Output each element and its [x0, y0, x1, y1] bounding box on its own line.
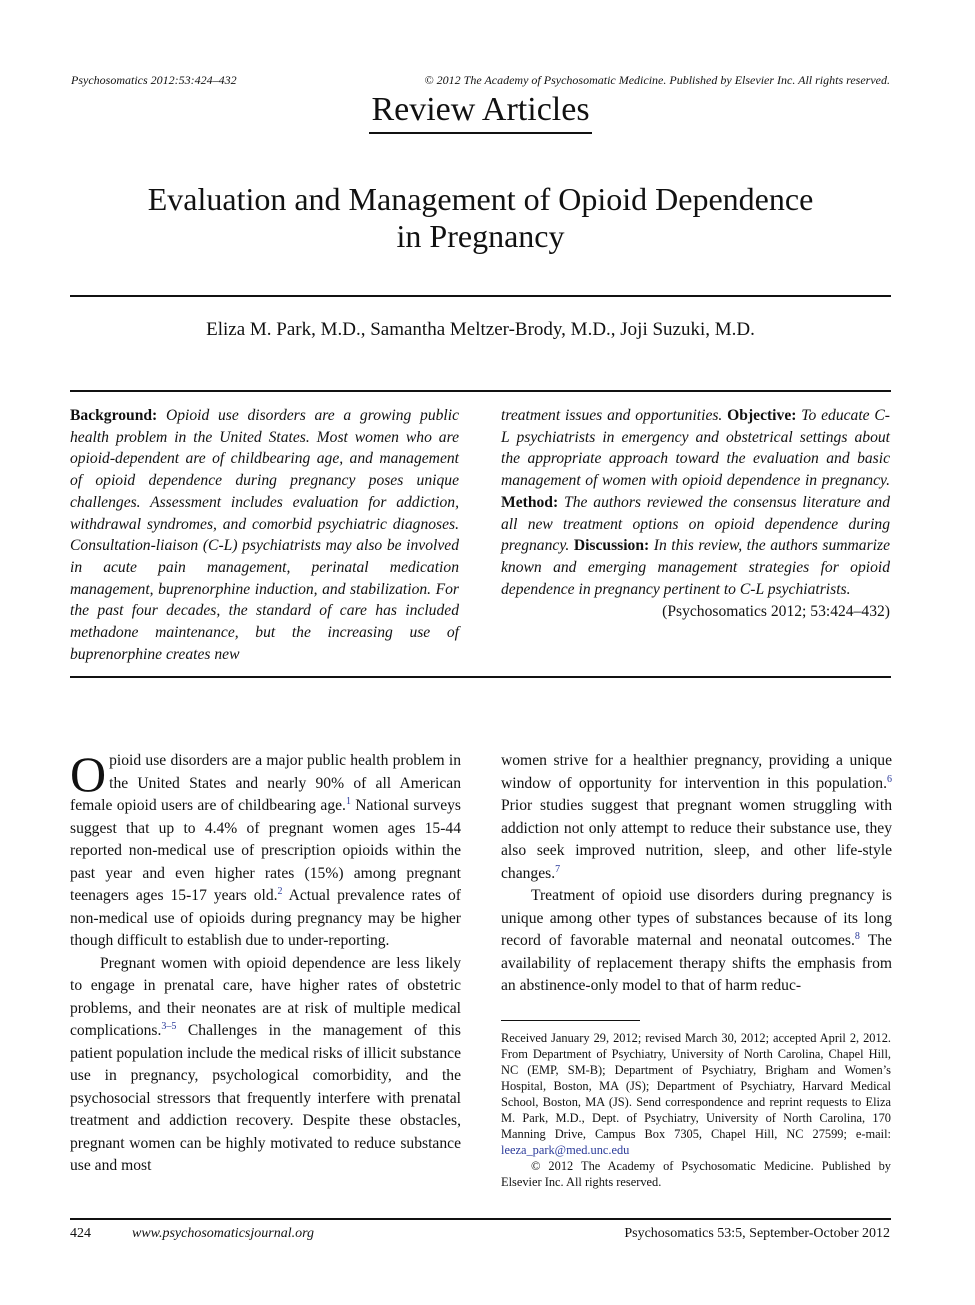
title-rule	[70, 295, 891, 297]
body-left-column	[70, 746, 461, 1178]
p2-text-c: Prior studies suggest that pregnant women struggling with addiction not only attempt to reduce their substance use, they also seek improved nutrition, sleep, and other life-style changes.	[501, 797, 892, 882]
discussion-text: In this review, the authors summarize known and emerging management strategies for opioid dependence in pregnancy pertinent to C-L psychiatrists.	[501, 537, 890, 598]
citation-link[interactable]: 8	[854, 930, 860, 942]
citation-link[interactable]: 6	[887, 773, 892, 785]
section-title	[0, 90, 961, 134]
p1-text-c: Actual prevalence rates of non-medical use of opioids during pregnancy may be higher though difficult to establish due to under-reporting.	[70, 887, 461, 949]
abstract-bottom-rule	[70, 676, 891, 678]
p2-text-a: Pregnant women with opioid dependence are less likely to engage in prenatal care, have higher rates of obstetric problems, and their neonates are at risk of multiple medical complications.	[70, 954, 461, 1039]
body-right-column	[501, 750, 892, 998]
section-label: Review Articles	[369, 90, 591, 134]
article-title	[70, 181, 891, 255]
footnote-copyright: © 2012 The Academy of Psychosomatic Medicine. Published by Elsevier Inc. All rights reserved.	[501, 1159, 891, 1189]
abstract-left-column	[70, 405, 459, 665]
citation-link[interactable]: 1	[345, 795, 351, 807]
journal-issue: Psychosomatics 53:5, September-October 2012	[624, 1226, 890, 1241]
background-continued: treatment issues and opportunities.	[501, 407, 728, 424]
citation-link[interactable]: 7	[555, 863, 561, 875]
abstract-top-rule	[70, 390, 891, 392]
method-label: Method:	[501, 493, 559, 511]
paragraph-2-continued	[501, 750, 892, 885]
paragraph-1	[70, 746, 461, 953]
p1-text-b: National surveys suggest that up to 4.4% of pregnant women ages 15-44 reported non-medical use of prescription opioids within the past year and even higher rates (15%) among pregnant teenagers ages 15-17 years old.	[70, 797, 461, 904]
footnote-rule	[501, 1020, 640, 1021]
objective-text: To educate C-L psychiatrists in emergency and obstetrical settings about the appropriate approach toward the evaluation and basic management of women with opioid dependence in pregnancy.	[501, 407, 890, 490]
p2-text-cont: women strive for a healthier pregnancy, providing a unique window of opportunity for intervention in this population.	[501, 752, 892, 792]
copyright-header: © 2012 The Academy of Psychosomatic Medicine. Published by Elsevier Inc. All rights reserved.	[424, 73, 890, 87]
p3-text-a: Treatment of opioid use disorders during pregnancy is unique among other types of substances because of its long record of favorable maternal and neonatal outcomes.	[501, 887, 892, 949]
footnote-text: Received January 29, 2012; revised March 30, 2012; accepted April 2, 2012. From Department of Psychiatry, University of North Carolina, Chapel Hill, NC (EMP, SM-B); Department of Psychiatry, Brigham and Women’s Hospital, Boston, MA (JS); Department of Psychiatry, Harvard Medical School, Boston, MA (JS). Send correspondence and reprint requests to Eliza M. Park, M.D., Dept. of Psychiatry, University of North Carolina, 170 Manning Drive, Campus Box 7305, Chapel Hill, NC 27599; e-mail:	[501, 1031, 891, 1141]
p2-text-b: Challenges in the management of this patient population include the medical risks of illicit substance use in pregnancy, psychological comorbidity, and the psychosocial stressors that frequently interfere with prenatal treatment and addiction recovery. Despite these obstacles, pregnant women can be highly motivated to reduce substance use and most	[70, 1022, 461, 1174]
email-link[interactable]: leeza_park@med.unc.edu	[501, 1143, 630, 1157]
p3-text-b: The availability of replacement therapy shifts the emphasis from an abstinence-only model to that of harm reduc-	[501, 932, 892, 994]
title-line-2: in Pregnancy	[396, 218, 565, 254]
paragraph-2	[70, 953, 461, 1178]
footer-rule	[70, 1218, 891, 1220]
paragraph-3	[501, 885, 892, 998]
background-text: Opioid use disorders are a growing public health problem in the United States. Most women who are opioid-dependent are of childbearing age, and management of opioid dependence during pregnancy poses unique challenges. Assessment includes evaluation for addiction, withdrawal syndromes, and comorbid psychiatric diagnoses. Consultation-liaison (C-L) psychiatrists may also be involved in acute pain management, perinatal medication management, buprenorphine induction, and stabilization. For the past four decades, the standard of care has included methadone maintenance, but the increasing use of buprenorphine creates new	[70, 407, 459, 663]
objective-label: Objective:	[727, 407, 797, 424]
journal-url[interactable]: www.psychosomaticsjournal.org	[132, 1226, 315, 1241]
title-line-1: Evaluation and Management of Opioid Dependence	[147, 181, 814, 217]
abstract-right-column	[501, 405, 890, 623]
citation-link[interactable]: 2	[277, 885, 283, 897]
abstract-citation: (Psychosomatics 2012; 53:424–432)	[662, 603, 890, 621]
method-text: The authors reviewed the consensus literature and all new treatment options on opioid dependence during pregnancy.	[501, 493, 890, 555]
p1-text-a: pioid use disorders are a major public health problem in the United States and nearly 90% of all American female opioid users are of childbearing age.	[70, 752, 461, 814]
drop-cap: O	[70, 746, 107, 802]
author-list: Eliza M. Park, M.D., Samantha Meltzer-Brody, M.D., Joji Suzuki, M.D.	[206, 319, 755, 340]
page-number: 424	[70, 1226, 91, 1241]
footnote	[501, 1030, 891, 1190]
citation-link[interactable]: 3–5	[161, 1020, 177, 1032]
discussion-label: Discussion:	[573, 537, 650, 555]
background-label: Background:	[70, 407, 158, 424]
journal-reference: Psychosomatics 2012:53:424–432	[71, 73, 237, 87]
